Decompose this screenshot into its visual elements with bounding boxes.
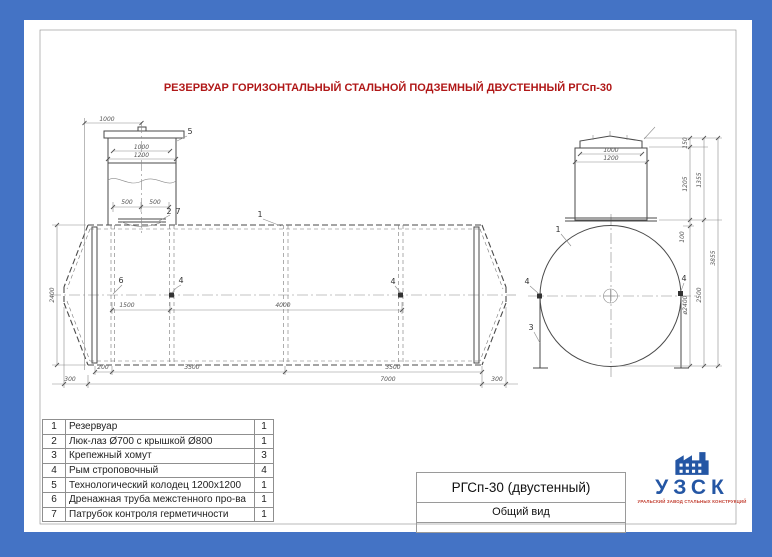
svg-text:1200: 1200 [603, 155, 619, 162]
svg-text:1500: 1500 [119, 302, 135, 309]
table-row [43, 507, 274, 522]
parts-table [42, 419, 274, 522]
part-name: Патрубок контроля герметичности [66, 507, 255, 522]
svg-text:3: 3 [528, 323, 534, 332]
svg-text:1: 1 [555, 225, 561, 234]
svg-text:3855: 3855 [710, 250, 717, 266]
part-num: 3 [43, 449, 66, 464]
svg-text:500: 500 [121, 199, 133, 206]
part-num: 1 [43, 420, 66, 435]
logo-tagline: УРАЛЬСКИЙ ЗАВОД СТАЛЬНЫХ КОНСТРУКЦИЙ [637, 499, 747, 504]
part-name: Крепежный хомут [66, 449, 255, 464]
table-row [43, 420, 274, 435]
svg-text:1200: 1200 [133, 152, 150, 159]
svg-text:1000: 1000 [133, 144, 150, 151]
part-qty: 1 [255, 492, 274, 507]
part-num: 5 [43, 478, 66, 493]
svg-text:1205: 1205 [682, 176, 689, 192]
part-num: 7 [43, 507, 66, 522]
table-row [43, 463, 274, 478]
svg-text:6: 6 [118, 276, 124, 285]
svg-text:300: 300 [64, 376, 76, 383]
logo-abbr: УЗСК [655, 476, 729, 499]
svg-text:150: 150 [682, 137, 689, 149]
svg-text:4: 4 [390, 277, 396, 286]
part-name: Технологический колодец 1200x1200 [66, 478, 255, 493]
page-title: РЕЗЕРВУАР ГОРИЗОНТАЛЬНЫЙ СТАЛЬНОЙ ПОДЗЕМНЫЙ ДВУСТЕННЫЙ РГСп-30 [163, 82, 613, 94]
svg-text:1000: 1000 [603, 147, 619, 154]
table-row [43, 492, 274, 507]
svg-text:3500: 3500 [184, 364, 200, 371]
svg-text:200: 200 [97, 364, 109, 371]
part-name: Люк-лаз Ø700 с крышкой Ø800 [66, 434, 255, 449]
svg-text:4: 4 [681, 274, 687, 283]
title-block-view: Общий вид [417, 503, 625, 523]
factory-icon [672, 450, 712, 477]
title-block-model: РГСп-30 (двустенный) [417, 473, 625, 503]
part-qty: 1 [255, 420, 274, 435]
part-qty: 1 [255, 507, 274, 522]
part-qty: 1 [255, 478, 274, 493]
part-name: Рым строповочный [66, 463, 255, 478]
part-qty: 1 [255, 434, 274, 449]
main-side-view [50, 225, 516, 365]
svg-text:ø2400: ø2400 [682, 295, 689, 315]
svg-text:7000: 7000 [380, 376, 396, 383]
svg-text:4: 4 [524, 277, 530, 286]
company-logo [632, 450, 752, 504]
svg-text:500: 500 [149, 199, 161, 206]
svg-text:4: 4 [178, 276, 184, 285]
svg-text:1355: 1355 [696, 172, 703, 188]
table-row [43, 449, 274, 464]
part-qty: 3 [255, 449, 274, 464]
main-view-well [104, 122, 184, 234]
svg-text:2400: 2400 [49, 287, 56, 303]
table-row [43, 434, 274, 449]
end-view [528, 127, 696, 380]
svg-text:2500: 2500 [696, 287, 703, 303]
svg-text:100: 100 [679, 231, 686, 243]
main-view-callouts [113, 127, 401, 294]
part-num: 6 [43, 492, 66, 507]
svg-text:4000: 4000 [275, 302, 291, 309]
svg-text:2: 2 [166, 207, 172, 216]
end-view-callouts [524, 225, 686, 343]
part-name: Дренажная труба межстенного про-ва [66, 492, 255, 507]
svg-text:5: 5 [187, 127, 193, 136]
svg-text:1: 1 [257, 210, 263, 219]
svg-text:3500: 3500 [385, 364, 401, 371]
part-name: Резервуар [66, 420, 255, 435]
part-qty: 4 [255, 463, 274, 478]
table-row [43, 478, 274, 493]
part-num: 2 [43, 434, 66, 449]
svg-text:300: 300 [491, 376, 503, 383]
drawing-sheet [24, 20, 752, 532]
part-num: 4 [43, 463, 66, 478]
svg-text:7: 7 [175, 207, 181, 216]
svg-text:1000: 1000 [99, 116, 115, 123]
title-block [416, 472, 626, 533]
